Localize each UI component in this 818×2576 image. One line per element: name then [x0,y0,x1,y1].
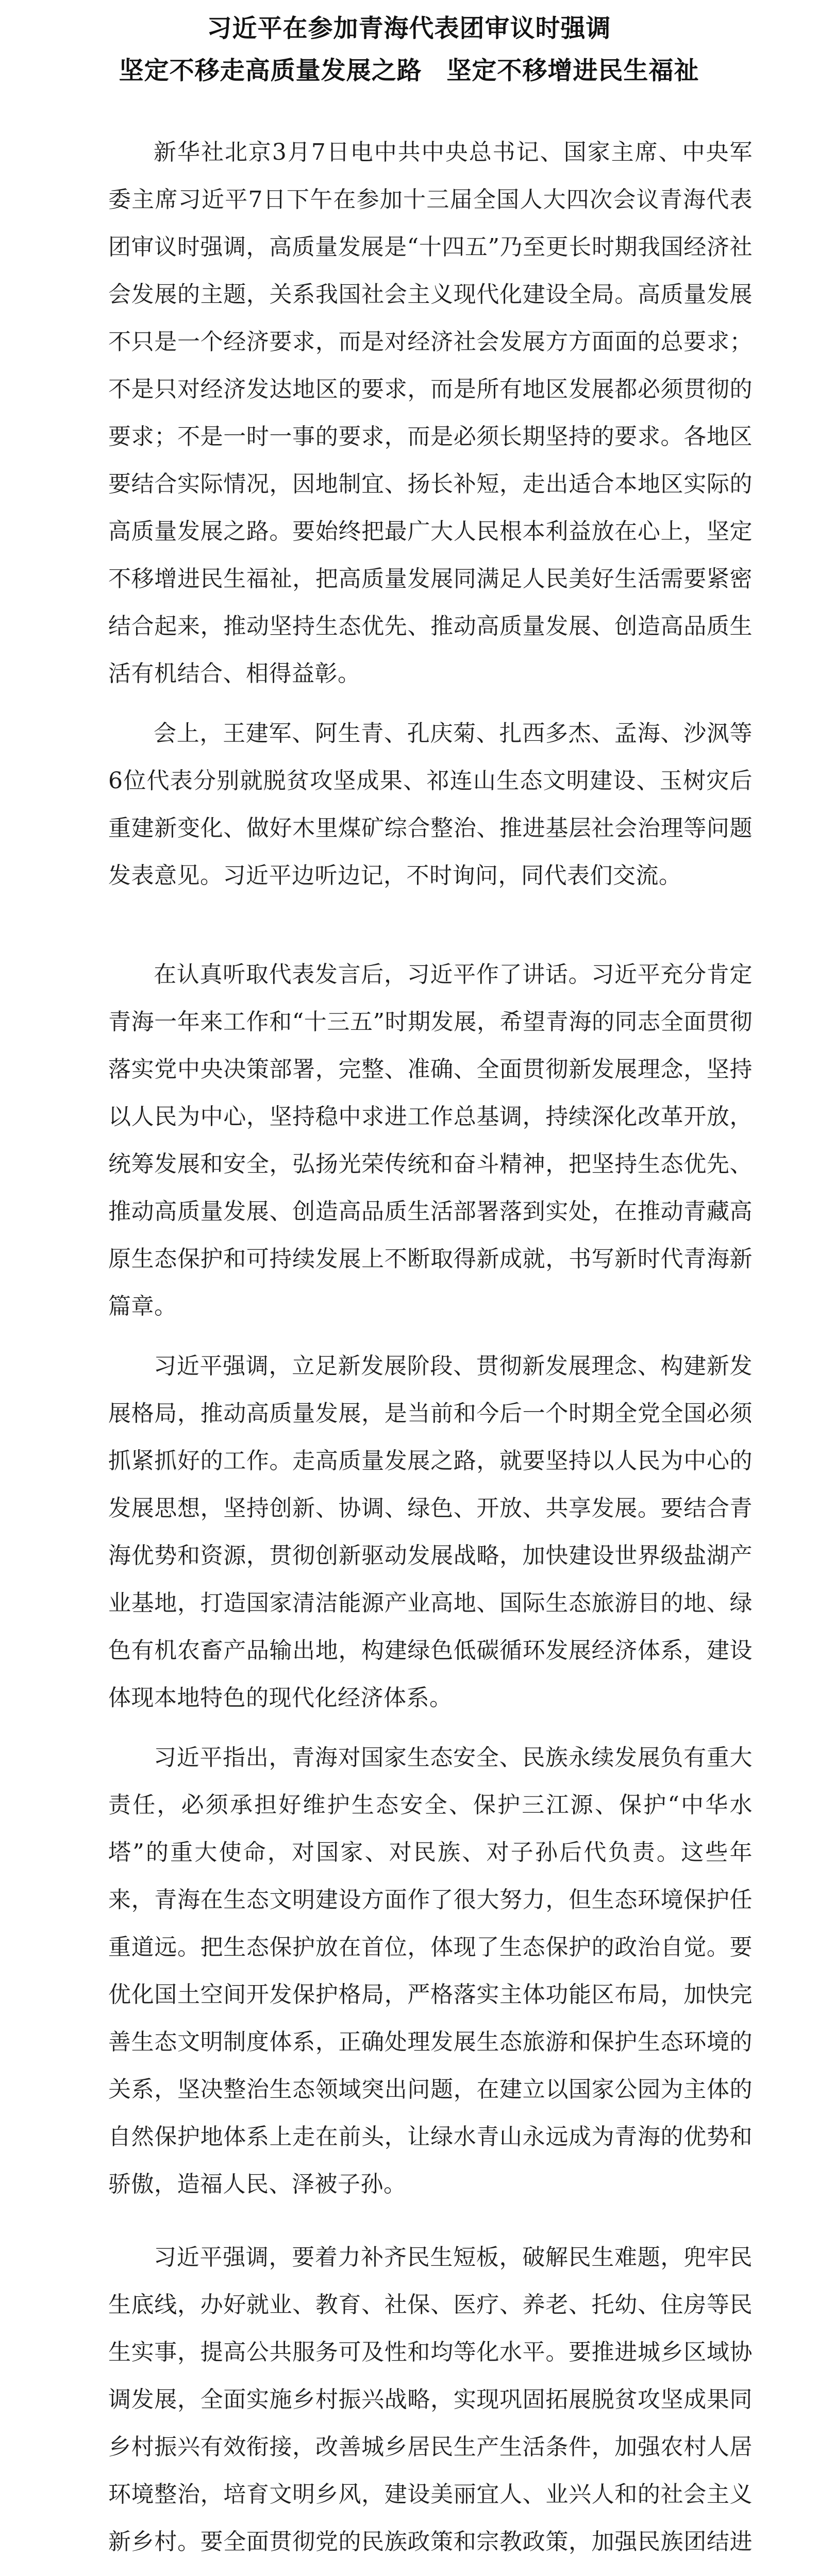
paragraph-speech: 在认真听取代表发言后，习近平作了讲话。习近平充分肯定青海一年来工作和“十三五”时期发展，希望青海的同志全面贯彻落实党中央决策部署，完整、准确、全面贯彻新发展理念，坚持以人民为中心，坚持稳中求进工作总基调，持续深化改革开放，统筹发展和安全，弘扬光荣传统和奋斗精神，把坚持生态优先、推动高质量发展、创造高品质生活部署落到实处，在推动青藏高原生态保护和可持续发展上不断取得新成就，书写新时代青海新篇章。 [108,961,753,1319]
paragraph-ecology: 习近平指出，青海对国家生态安全、民族永续发展负有重大责任，必须承担好维护生态安全、保护三江源、保护“中华水塔”的重大使命，对国家、对民族、对子孙后代负责。这些年来，青海在生态文明建设方面作了很大努力，但生态环境保护任重道远。把生态保护放在首位，体现了生态保护的政治自觉。要优化国土空间开发保护格局，严格落实主体功能区布局，加快完善生态文明制度体系，正确处理发展生态旅游和保护生态环境的关系，坚决整治生态领域突出问题，在建立以国家公园为主体的自然保护地体系上走在前头，让绿水青山永远成为青海的优势和骄傲，造福人民、泽被子孙。 [108,1744,753,2197]
paragraph-meeting: 会上，王建军、阿生青、孔庆菊、扎西多杰、孟海、沙沨等6位代表分别就脱贫攻坚成果、祁连山生态文明建设、玉树灾后重建新变化、做好木里煤矿综合整治、推进基层社会治理等问题发表意见。习近平边听边记，不时询问，同代表们交流。 [108,720,753,889]
paragraph-livelihood: 习近平强调，要着力补齐民生短板，破解民生难题，兜牢民生底线，办好就业、教育、社保、医疗、养老、托幼、住房等民生实事，提高公共服务可及性和均等化水平。要推进城乡区域协调发展，全面实施乡村振兴战略，实现巩固拓展脱贫攻坚成果同乡村振兴有效衔接，改善城乡居民生产生活条件，加强农村人居环境整治，培育文明乡风，建设美丽宜人、业兴人和的社会主义新乡村。要全面贯彻党的民族政策和宗教政策，加强民族团结进 [108,2244,753,2555]
headline-line-2: 坚定不移走高质量发展之路 坚定不移增进民生福祉 [119,56,699,85]
paragraph-gap [108,900,753,951]
paragraph-gap [108,1722,753,1734]
headline-line-1: 习近平在参加青海代表团审议时强调 [207,14,611,43]
paragraph-gap [108,698,753,710]
paragraph-lead: 新华社北京3月7日电中共中央总书记、国家主席、中央军委主席习近平7日下午在参加十三届全国人大四次会议青海代表团审议时强调，高质量发展是“十四五”乃至更长时期我国经济社会发展的主题，关系我国社会主义现代化建设全局。高质量发展不只是一个经济要求，而是对经济社会发展方方面面的总要求；不是只对经济发达地区的要求，而是所有地区发展都必须贯彻的要求；不是一时一事的要求，而是必须长期坚持的要求。各地区要结合实际情况，因地制宜、扬长补短，走出适合本地区实际的高质量发展之路。要始终把最广大人民根本利益放在心上，坚定不移增进民生福祉，把高质量发展同满足人民美好生活需要紧密结合起来，推动坚持生态优先、推动高质量发展、创造高品质生活有机结合、相得益彰。 [108,139,753,687]
paragraph-gap [108,1330,753,1343]
paragraph-gap [108,2208,753,2234]
paragraph-development: 习近平强调，立足新发展阶段、贯彻新发展理念、构建新发展格局，推动高质量发展，是当前和今后一个时期全党全国必须抓紧抓好的工作。走高质量发展之路，就要坚持以人民为中心的发展思想，坚持创新、协调、绿色、开放、共享发展。要结合青海优势和资源，贯彻创新驱动发展战略，加快建设世界级盐湖产业基地，打造国家清洁能源产业高地、国际生态旅游目的地、绿色有机农畜产品输出地，构建绿色低碳循环发展经济体系，建设体现本地特色的现代化经济体系。 [108,1353,753,1711]
article-body [108,129,753,2576]
